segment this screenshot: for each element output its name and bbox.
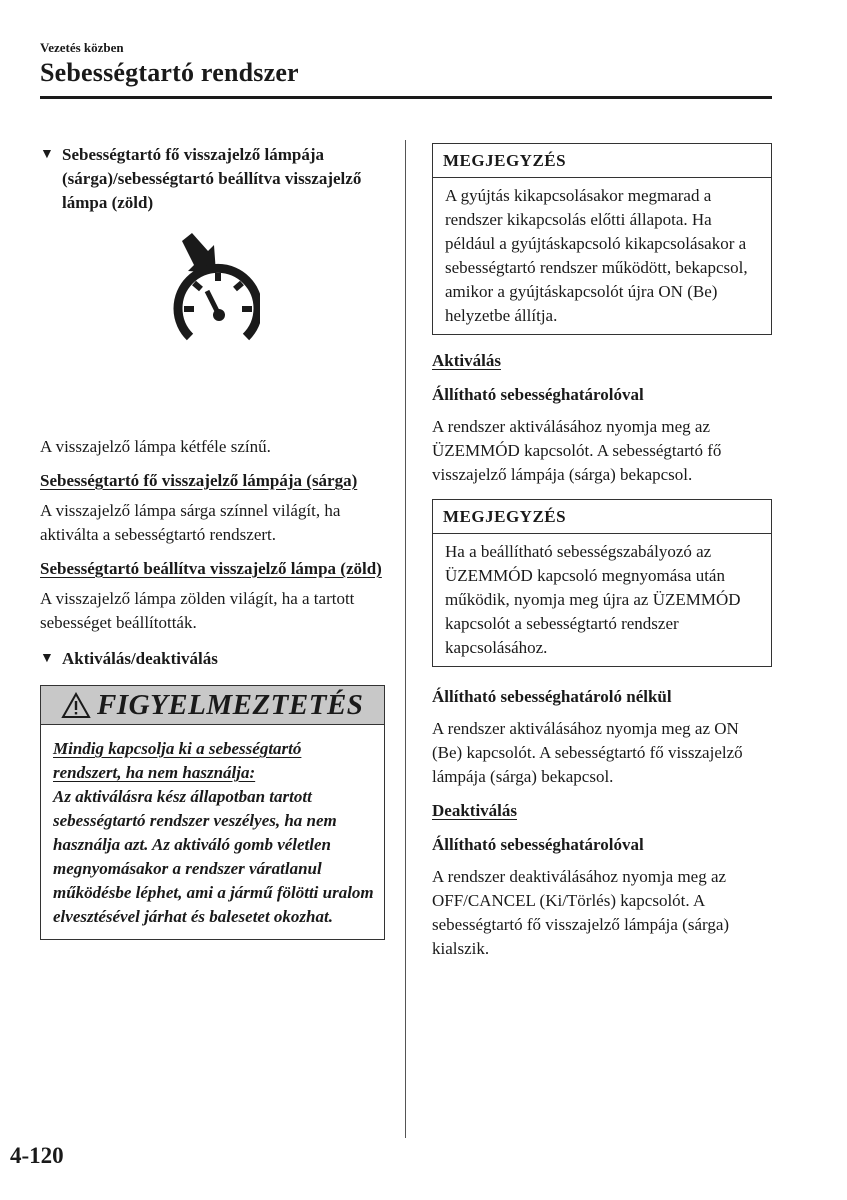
cruise-control-speedometer-icon (164, 233, 260, 345)
cruise-control-icon-area (40, 215, 385, 435)
page-number: 4-120 (10, 1143, 64, 1168)
activation-deactivation-heading (40, 647, 385, 671)
warning-body (41, 725, 384, 939)
note-box (432, 499, 772, 667)
activation-text-without-limiter: A rendszer aktiválásához nyomja meg az ON (Be) kapcsolót. A sebességtartó fő visszajelző lámpája (sárga) bekapcsol. (432, 719, 743, 786)
warning-box (40, 685, 385, 940)
note-box (432, 143, 772, 335)
activation-subheading-with-limiter: Állítható sebességhatárolóval (432, 385, 644, 404)
set-indicator-heading: Sebességtartó beállítva visszajelző lámpa (zöld) (40, 559, 382, 578)
note-text: A gyújtás kikapcsolásakor megmarad a rendszer kikapcsolás előtti állapota. Ha például a gyújtáskapcsoló kikapcsolásakor a sebességtartó rendszer működött, bekapcsol, amikor a gyújtáskapcsolót újra ON (Be) helyzetbe állítja. (445, 186, 748, 325)
main-indicator-text: A visszajelző lámpa sárga színnel világít, ha aktiválta a sebességtartó rendszert. (40, 501, 341, 544)
warning-triangle-icon (61, 692, 91, 719)
warning-lead: Mindig kapcsolja ki a sebességtartó rendszert, ha nem használja: (53, 739, 302, 782)
triangle-bullet-icon: ▼ (40, 147, 54, 162)
indicator-heading-text: Sebességtartó fő visszajelző lámpája (sárga)/sebességtartó beállítva visszajelző lámpa (zöld) (62, 145, 362, 212)
warning-text: Az aktiválásra kész állapotban tartott sebességtartó rendszer veszélyes, ha nem használja azt. Az aktiváló gomb véletlen megnyomásakor a rendszer váratlanul működésbe léphet, ami a jármű fölötti uralom elvesztésével járhat és balesetet okozhat. (53, 787, 374, 926)
set-indicator-text: A visszajelző lámpa zölden világít, ha a tartott sebességet beállították. (40, 589, 355, 632)
activation-deactivation-heading-text: Aktiválás/deaktiválás (62, 649, 218, 668)
right-column (432, 143, 772, 961)
indicator-heading (40, 143, 385, 215)
note-title: MEGJEGYZÉS (433, 500, 771, 534)
warning-header (41, 686, 384, 725)
intro-text: A visszajelző lámpa kétféle színű. (40, 437, 271, 456)
note-title: MEGJEGYZÉS (433, 144, 771, 178)
column-divider (405, 140, 406, 1138)
triangle-bullet-icon: ▼ (40, 651, 54, 666)
note-text: Ha a beállítható sebességszabályozó az ÜZEMMÓD kapcsoló megnyomása után működik, nyomja meg újra az ÜZEMMÓD kapcsolót a sebességtartó rendszer kapcsolásához. (445, 542, 741, 657)
activation-subheading-without-limiter: Állítható sebességhatároló nélkül (432, 687, 672, 706)
activation-text-with-limiter: A rendszer aktiválásához nyomja meg az ÜZEMMÓD kapcsolót. A sebességtartó fő visszajelző lámpája (sárga) bekapcsol. (432, 417, 722, 484)
warning-title: FIGYELMEZTETÉS (97, 689, 364, 721)
activation-heading: Aktiválás (432, 351, 501, 370)
title-rule (40, 96, 772, 99)
main-indicator-heading: Sebességtartó fő visszajelző lámpája (sárga) (40, 471, 358, 490)
deactivation-subheading-with-limiter: Állítható sebességhatárolóval (432, 835, 644, 854)
section-label: Vezetés közben (40, 40, 124, 55)
page-title: Sebességtartó rendszer (40, 58, 299, 87)
left-column (40, 143, 385, 940)
deactivation-text-with-limiter: A rendszer deaktiválásához nyomja meg az OFF/CANCEL (Ki/Törlés) kapcsolót. A sebességtartó fő visszajelző lámpája (sárga) kialszik. (432, 867, 730, 958)
deactivation-heading: Deaktiválás (432, 801, 517, 820)
